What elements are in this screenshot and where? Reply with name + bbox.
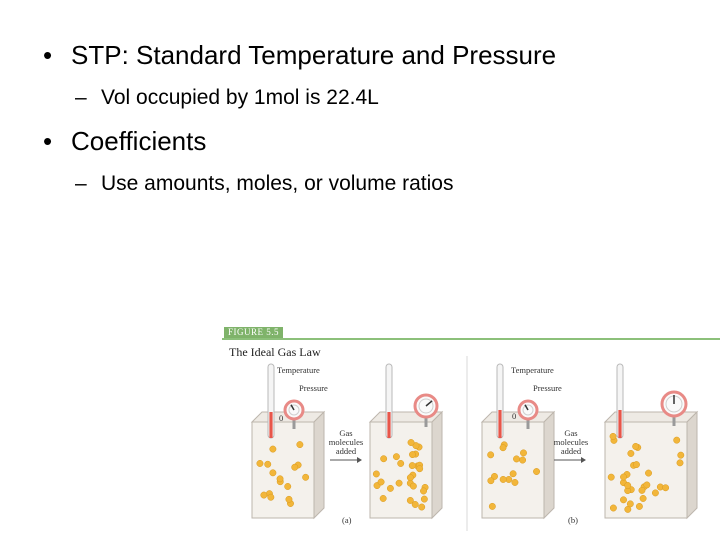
gas-molecule [380,495,386,501]
gas-molecule [407,474,413,480]
panel-a-caption: (a) [342,515,352,525]
panel-a-box-1-front [252,422,314,518]
panel-b-pressure-label: Pressure [533,383,562,393]
gas-label-line: added [335,446,357,456]
gas-molecule [677,460,683,466]
gas-molecule [533,468,539,474]
panel-a-box-2-side [432,412,442,518]
gas-molecule [409,451,415,457]
panel-b-zero-label: 0 [512,411,517,421]
panel-b-box-1-side [544,412,554,518]
gas-molecule [627,501,633,507]
panel-a-pressure-label: Pressure [299,383,328,393]
gas-molecule [487,452,493,458]
gas-molecule [412,501,418,507]
gas-molecule [636,503,642,509]
sub-dash: – [75,172,87,195]
gas-molecule [500,445,506,451]
gas-label-line: Gas [339,428,353,438]
gas-molecule [639,487,645,493]
gas-molecule [610,505,616,511]
figure-tag: FIGURE 5.5 [224,327,283,338]
bullet-2 [43,126,207,156]
bullet-2-text: Coefficients [71,126,207,156]
panel-b-box-2-side [687,412,697,518]
gas-molecule [419,504,425,510]
gas-label-line: added [560,446,582,456]
gas-molecule [297,441,303,447]
gas-molecule [302,474,308,480]
figure-title: The Ideal Gas Law [229,345,321,359]
gas-molecule [421,496,427,502]
gas-label-line: Gas [564,428,578,438]
gas-label-line: molecules [328,437,364,447]
sub-bullet-1 [75,85,379,111]
gas-molecule [640,495,646,501]
gas-molecule [268,494,274,500]
gas-molecule [644,482,650,488]
gas-molecule [489,503,495,509]
panel-b-thermometer-2-mercury [618,410,621,438]
bullet-1 [43,40,557,70]
gas-molecule [261,492,267,498]
figure-rule [222,338,720,340]
gas-molecule [285,483,291,489]
panel-b-box-1-top [482,412,554,422]
panel-a-temperature-label: Temperature [277,365,320,375]
gas-label-line: molecules [553,437,589,447]
bullet-dot: • [43,40,53,70]
gas-molecule [396,480,402,486]
gas-molecule [409,462,415,468]
panel-a-arrow-head [357,457,362,463]
gas-molecule [265,461,271,467]
gas-molecule [625,482,631,488]
gas-molecule [286,496,292,502]
gas-molecule [500,476,506,482]
gas-molecule [387,485,393,491]
gas-molecule [393,453,399,459]
gas-molecule [410,483,416,489]
gas-molecule [380,456,386,462]
bullet-1-text: STP: Standard Temperature and Pressure [71,40,557,70]
gas-molecule [416,466,422,472]
panel-a-thermometer-2-mercury [387,412,390,438]
gas-molecule [678,452,684,458]
gas-molecule [520,450,526,456]
panel-a-box-1-side [314,412,324,518]
panel-b-arrow-head [581,457,586,463]
gas-molecule [608,474,614,480]
panel-b-caption: (b) [568,515,578,525]
gas-molecule [632,443,638,449]
gas-molecule [378,479,384,485]
gas-molecule [620,497,626,503]
gas-molecule [373,471,379,477]
panel-b-thermometer-1-mercury [498,410,501,438]
gas-molecule [633,461,639,467]
sub-bullet-2 [75,171,454,197]
gas-molecule [620,474,626,480]
sub-dash: – [75,86,87,109]
figure-header [222,326,720,340]
gas-molecule [488,478,494,484]
gas-molecule [408,439,414,445]
gas-molecule [270,446,276,452]
bullet-dot: • [43,126,53,156]
gas-molecule [628,450,634,456]
gas-molecule [513,456,519,462]
gas-molecule [277,476,283,482]
sub-bullet-1-text: Vol occupied by 1mol is 22.4L [101,86,379,109]
ideal-gas-law-figure [222,326,720,540]
panel-b-temperature-label: Temperature [511,365,554,375]
gas-molecule [292,464,298,470]
gas-molecule [398,460,404,466]
gas-molecule [662,485,668,491]
sub-bullet-2-text: Use amounts, moles, or volume ratios [101,172,454,195]
gas-molecule [652,490,658,496]
panel-a-thermometer-1-mercury [269,412,272,438]
panel-b-gas-label [552,429,590,456]
gas-molecule [420,488,426,494]
panel-a-gas-label [328,429,364,456]
gas-molecule [512,479,518,485]
gas-molecule [610,433,616,439]
gas-molecule [510,471,516,477]
gas-molecule [257,460,263,466]
gas-molecule [674,437,680,443]
gas-molecule [645,470,651,476]
panel-a-zero-label: 0 [279,413,284,423]
gas-molecule [270,470,276,476]
gas-molecule [519,457,525,463]
